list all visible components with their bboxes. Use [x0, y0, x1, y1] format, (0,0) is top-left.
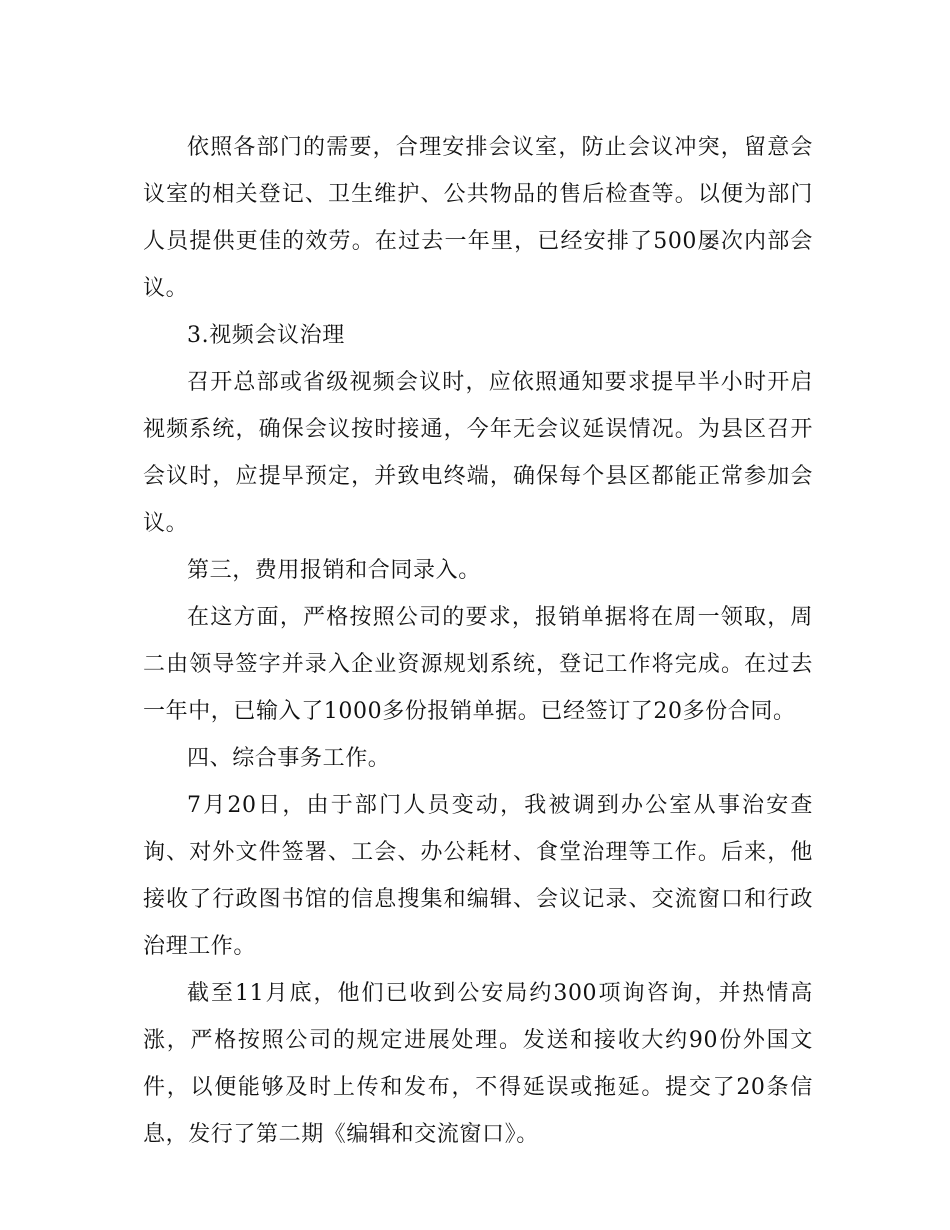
paragraph-general-affairs: 7月20日，由于部门人员变动，我被调到办公室从事治安查询、对外文件签署、工会、办公耗材、食堂治理等工作。后来，他接收了行政图书馆的信息搜集和编辑、会议记录、交流窗口和行政治理工作。 [143, 793, 813, 959]
heading-general-affairs: 四、综合事务工作。 [187, 746, 391, 771]
paragraph-meeting-room: 依照各部门的需要，合理安排会议室，防止会议冲突，留意会议室的相关登记、卫生维护、公共物品的售后检查等。以便为部门人员提供更佳的效劳。在过去一年里，已经安排了500屡次内部会议。 [143, 135, 813, 301]
heading-video-conference: 3.视频会议治理 [187, 323, 345, 348]
document-body [143, 124, 813, 1158]
paragraph-november-summary: 截至11月底，他们已收到公安局约300项询咨询，并热情高涨，严格按照公司的规定进展处理。发送和接收大约90份外国文件，以便能够及时上传和发布，不得延误或拖延。提交了20条信息，发行了第二期《编辑和交流窗口》。 [143, 981, 813, 1147]
heading-expense-contract: 第三，费用报销和合同录入。 [187, 558, 481, 583]
paragraph-expense-contract: 在这方面，严格按照公司的要求，报销单据将在周一领取，周二由领导签字并录入企业资源规划系统，登记工作将完成。在过去一年中，已输入了1000多份报销单据。已经签订了20多份合同。 [143, 605, 813, 724]
paragraph-video-conference: 召开总部或省级视频会议时，应依照通知要求提早半小时开启视频系统，确保会议按时接通，今年无会议延误情况。为县区召开会议时，应提早预定，并致电终端，确保每个县区都能正常参加会议。 [143, 370, 813, 536]
